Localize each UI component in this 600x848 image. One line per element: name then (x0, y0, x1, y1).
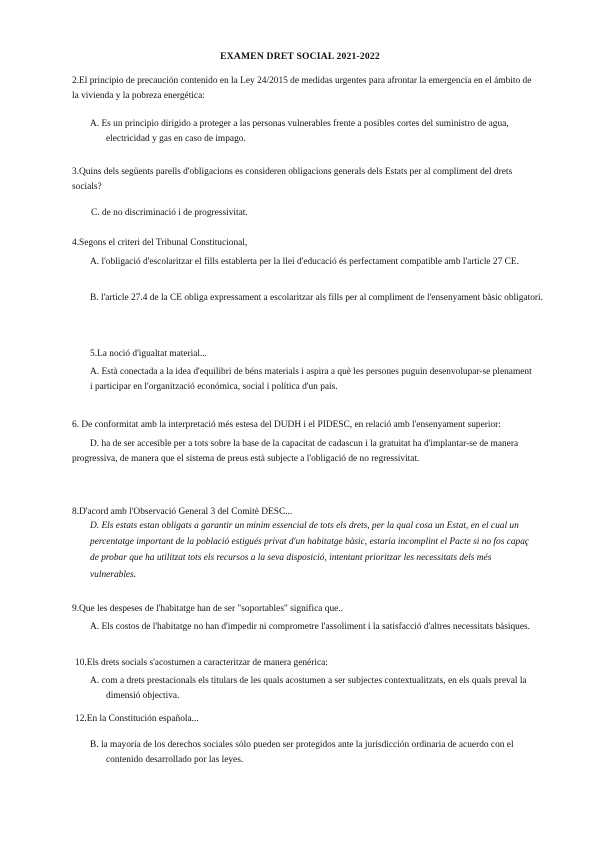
question-4: 4.Segons el criteri del Tribunal Constitucional, (72, 238, 248, 248)
answer-10: A. com a drets prestacionals els titulars de les quals acostumen a ser subjectes contextualitzats, en els quals preval la dimensió objectiva. (90, 676, 527, 701)
answer-5-line1 (90, 365, 534, 394)
question-12: 12.En la Constitución española... (75, 714, 199, 724)
question-6: 6. De conformitat amb la interpretació més estesa del DUDH i el PIDESC, en relació amb l'ensenyament superior: (72, 420, 501, 430)
question-8: 8.D'acord amb l'Observació General 3 del Comitè DESC... (72, 507, 293, 517)
answer-6: D. ha de ser accesible per a tots sobre la base de la capacitat de cadascun i la gratuitat ha d'implantar-se de manera progressiva, de manera que el sistema de preus està subjecte a l'obligació de no regressivitat. (72, 439, 519, 464)
exam-title: EXAMEN DRET SOCIAL 2021-2022 (220, 51, 380, 62)
answer-8: D. Els estats estan obligats a garantir un mínim essencial de tots els drets, per la qual cosa un Estat, en el cual un percentatge important de la població estigués privat d'un habitatge bàsic, estaria incomplint el Pacte si no fos capaç de probar que ha utilitzat tots els recursos a la seva disposició, intentant prioritzar les necessitats dels més vulnerables. (90, 521, 530, 580)
answer-12: B. la mayoría de los derechos sociales sólo pueden ser protegidos ante la jurisdicción ordinaria de acuerdo con el contenido desarrollado por las leyes. (90, 740, 514, 765)
question-3: 3.Quins dels següents parells d'obligacions es consideren obligacions generals dels Estats per al compliment del drets socials? (72, 167, 513, 192)
answer-4b: B. l'article 27.4 de la CE obliga expressament a escolaritzar als fills per al compliment de l'ensenyament bàsic obligatori. (90, 293, 543, 303)
answer-9: A. Els costos de l'habitatge no han d'impedir ni comprometre l'assoliment i la satisfacció d'altres necessitats bàsiques. (90, 622, 530, 632)
question-9: 9.Que les despeses de l'habitatge han de ser "soportables" significa que.. (72, 604, 343, 614)
question-5: 5.La noció d'igualtat material... (90, 349, 208, 359)
answer-3: C. de no discriminació i de progressivitat. (91, 208, 248, 218)
question-10: 10.Els drets socials s'acostumen a caracteritzar de manera genérica: (75, 658, 328, 668)
answer-5: A. Està conectada a la idea d'equilibri de béns materials i aspira a què les persones puguin desenvolupar-se plenament i participar en l'organització económica, social i política d'un país. (90, 367, 532, 392)
answer-4a: A. l'obligació d'escolaritzar el fills establerta per la llei d'educació és perfectament compatible amb l'article 27 CE. (90, 257, 519, 267)
answer-2: A. Es un principio dirigido a proteger a las personas vulnerables frente a posibles cortes del suministro de agua, electricidad y gas en caso de impago. (90, 119, 509, 144)
question-2: 2.El principio de precaución contenido en la Ley 24/2015 de medidas urgentes para afrontar la emergencia en el ámbito de la vivienda y la pobreza energética: (72, 76, 532, 101)
